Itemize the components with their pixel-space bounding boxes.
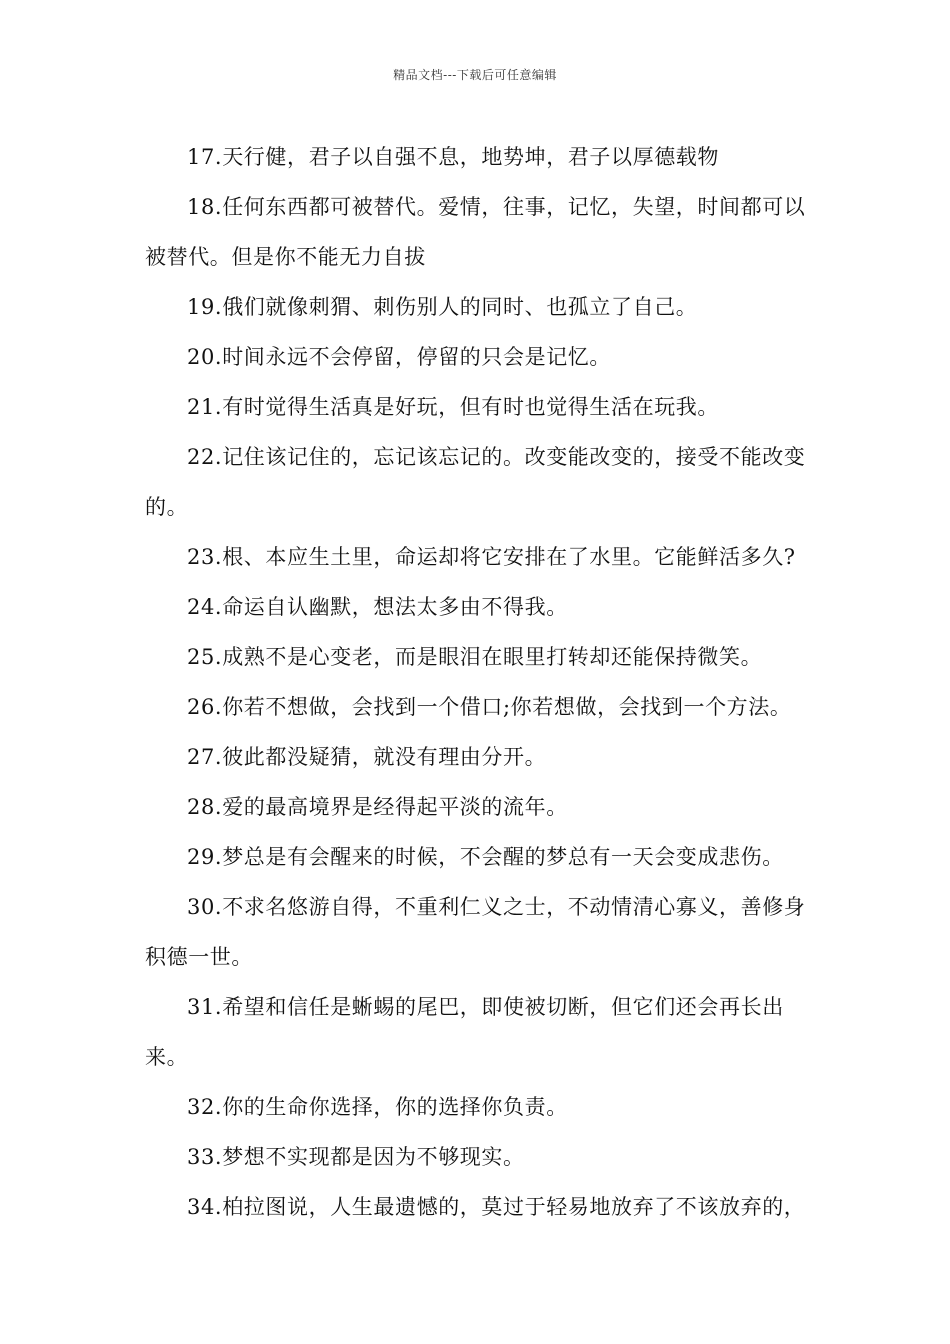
list-item: 33.梦想不实现都是因为不够现实。 [187, 1145, 525, 1169]
list-item: 31.希望和信任是蜥蜴的尾巴，即使被切断，但它们还会再长出来。 [145, 995, 784, 1069]
list-item: 21.有时觉得生活真是好玩，但有时也觉得生活在玩我。 [187, 395, 719, 419]
list-item: 27.彼此都没疑猜，就没有理由分开。 [187, 745, 547, 769]
page-header: 精品文档---下载后可任意编辑 [393, 68, 557, 82]
list-item: 28.爱的最高境界是经得起平淡的流年。 [187, 795, 568, 819]
list-item: 22.记住该记住的，忘记该忘记的。改变能改变的，接受不能改变的。 [145, 445, 806, 519]
list-item: 23.根、本应生土里，命运却将它安排在了水里。它能鲜活多久? [187, 545, 796, 569]
list-item: 17.天行健，君子以自强不息，地势坤，君子以厚德载物 [187, 145, 719, 169]
list-item: 20.时间永远不会停留，停留的只会是记忆。 [187, 345, 611, 369]
list-item: 25.成熟不是心变老，而是眼泪在眼里打转却还能保持微笑。 [187, 645, 763, 669]
list-item: 30.不求名悠游自得，不重利仁义之士，不动情清心寡义，善修身积德一世。 [145, 895, 806, 969]
list-item: 32.你的生命你选择，你的选择你负责。 [187, 1095, 568, 1119]
list-item: 34.柏拉图说，人生最遗憾的，莫过于轻易地放弃了不该放弃的， [187, 1195, 806, 1219]
document-body [145, 132, 825, 1232]
list-item: 18.任何东西都可被替代。爱情，往事，记忆，失望，时间都可以被替代。但是你不能无力自拔 [145, 195, 806, 269]
list-item: 24.命运自认幽默，想法太多由不得我。 [187, 595, 568, 619]
list-item: 26.你若不想做，会找到一个借口;你若想做，会找到一个方法。 [187, 695, 792, 719]
list-item: 19.俄们就像刺猬、刺伤别人的同时、也孤立了自己。 [187, 295, 698, 319]
list-item: 29.梦总是有会醒来的时候，不会醒的梦总有一天会变成悲伤。 [187, 845, 784, 869]
